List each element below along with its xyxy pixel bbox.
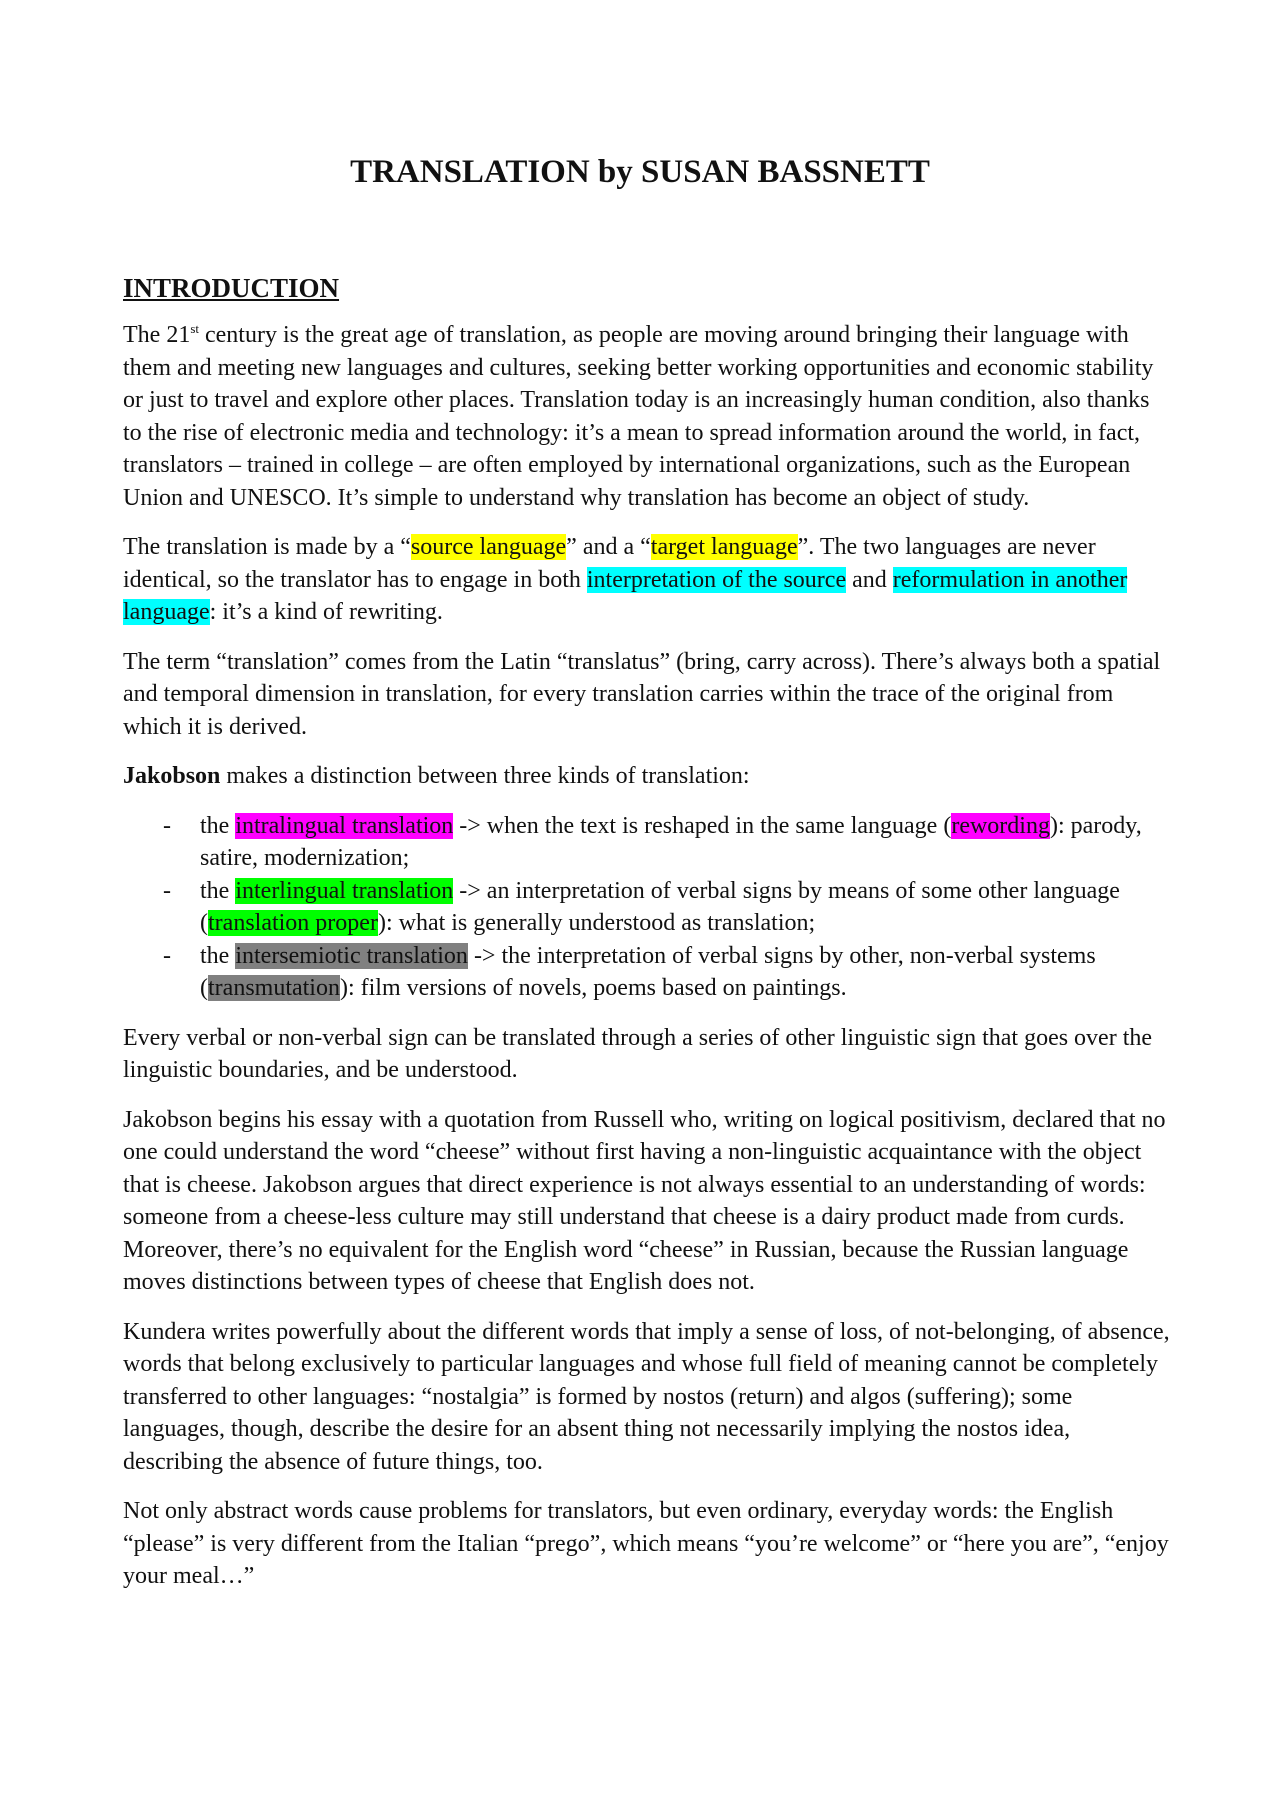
paragraph-kundera: Kundera writes powerfully about the different words that imply a sense of loss, of not-belonging, of absence, words that belong exclusively to particular languages and whose full field of meaning cannot be completely transferred to other languages: “nostalgia” is formed by nostos (return) and algos (suffering); some languages, though, describe the desire for an absent thing not necessarily implying the nostos idea, describing the absence of future things, too. <box>123 1318 1170 1475</box>
superscript-st: st <box>190 321 199 336</box>
paragraph-russell-cheese: Jakobson begins his essay with a quotation from Russell who, writing on logical positivism, declared that no one could understand the word “cheese” without first having a non-linguistic acquaintance with the object that is cheese. Jakobson argues that direct experience is not always essential to an understanding of words: someone from a cheese-less culture may still understand that cheese is a dairy product made from curds. Moreover, there’s no equivalent for the English word “cheese” in Russian, because the Russian language moves distinctions between types of cheese that English does not. <box>123 1106 1166 1295</box>
k1-text-c: ): what is generally understood as translation; <box>377 910 816 936</box>
highlight-source-language: source language <box>410 534 567 560</box>
list-dash: - <box>163 942 171 969</box>
paragraph-ordinary-words: Not only abstract words cause problems for translators, but even ordinary, everyday words: the English “please” is very different from the Italian “prego”, which means “you’re welcome” or “here you are”, “enjoy your meal…” <box>123 1498 1169 1589</box>
document-title: TRANSLATION by SUSAN BASSNETT <box>350 154 930 190</box>
k0-text-a: the <box>200 812 236 839</box>
p2-text-b: ” and a “ <box>566 534 651 560</box>
section-heading-introduction: INTRODUCTION <box>123 273 340 303</box>
list-dash: - <box>163 812 171 839</box>
p4-text: makes a distinction between three kinds of translation: <box>220 763 750 789</box>
document-body <box>123 271 1173 1610</box>
paragraph-source-target <box>123 531 1173 629</box>
jakobson-bold: Jakobson <box>123 763 221 789</box>
highlight-interlingual: interlingual translation <box>235 877 454 904</box>
highlight-translation-proper: translation proper <box>208 910 378 936</box>
k0-text-b: -> when the text is reshaped in the same language ( <box>453 812 952 839</box>
k0-text-c: ): parody, satire, modernization; <box>200 812 1142 871</box>
highlight-transmutation: transmutation <box>208 975 340 1001</box>
k2-text-c: ): film versions of novels, poems based on paintings. <box>339 975 847 1001</box>
highlight-rewording: rewording <box>951 812 1050 839</box>
highlight-intersemiotic: intersemiotic translation <box>235 942 468 969</box>
highlight-reformulation: reformulation in another language <box>123 566 1128 625</box>
paragraph-jakobson-kinds <box>123 760 1173 793</box>
p1-text-b: century is the great age of translation, as people are moving around bringing their language with them and meeting new languages and cultures, seeking better working opportunities and economic stability or just to travel and explore other places. Translation today is an increasingly human condition, also thanks to the rise of electronic media and technology: it’s a mean to spread information around the world, in fact, translators – trained in college – are often employed by international organizations, such as the European Union and UNESCO. It’s simple to understand why translation has become an object of study. <box>123 322 1154 511</box>
k1-text-b: -> an interpretation of verbal signs by means of some other language ( <box>200 877 1120 936</box>
p2-text-d: and <box>846 566 893 593</box>
p2-text-c: ”. The two languages are never identical, so the translator has to engage in both <box>123 534 1096 593</box>
k2-text-b: -> the interpretation of verbal signs by other, non-verbal systems ( <box>200 942 1096 1001</box>
paragraph-intro <box>123 319 1173 514</box>
p2-text-e: : it’s a kind of rewriting. <box>209 599 443 625</box>
translation-kinds-list <box>123 810 1173 1005</box>
k1-text-a: the <box>200 877 236 904</box>
list-item-interlingual <box>123 875 1173 940</box>
list-item-intralingual <box>123 810 1173 875</box>
p2-text-a: The translation is made by a “ <box>123 534 411 560</box>
list-item-intersemiotic <box>123 940 1173 1005</box>
highlight-interpretation: interpretation of the source <box>586 566 847 593</box>
k2-text-a: the <box>200 942 236 969</box>
highlight-target-language: target language <box>650 534 798 560</box>
paragraph-verbal-sign: Every verbal or non-verbal sign can be translated through a series of other linguistic sign that goes over the linguistic boundaries, and be understood. <box>123 1024 1153 1083</box>
list-dash: - <box>163 877 171 904</box>
paragraph-term-translation: The term “translation” comes from the Latin “translatus” (bring, carry across). There’s always both a spatial and temporal dimension in translation, for every translation carries within the trace of the original from which it is derived. <box>123 648 1161 740</box>
highlight-intralingual: intralingual translation <box>235 812 454 839</box>
p1-text-a: The 21 <box>123 322 191 348</box>
